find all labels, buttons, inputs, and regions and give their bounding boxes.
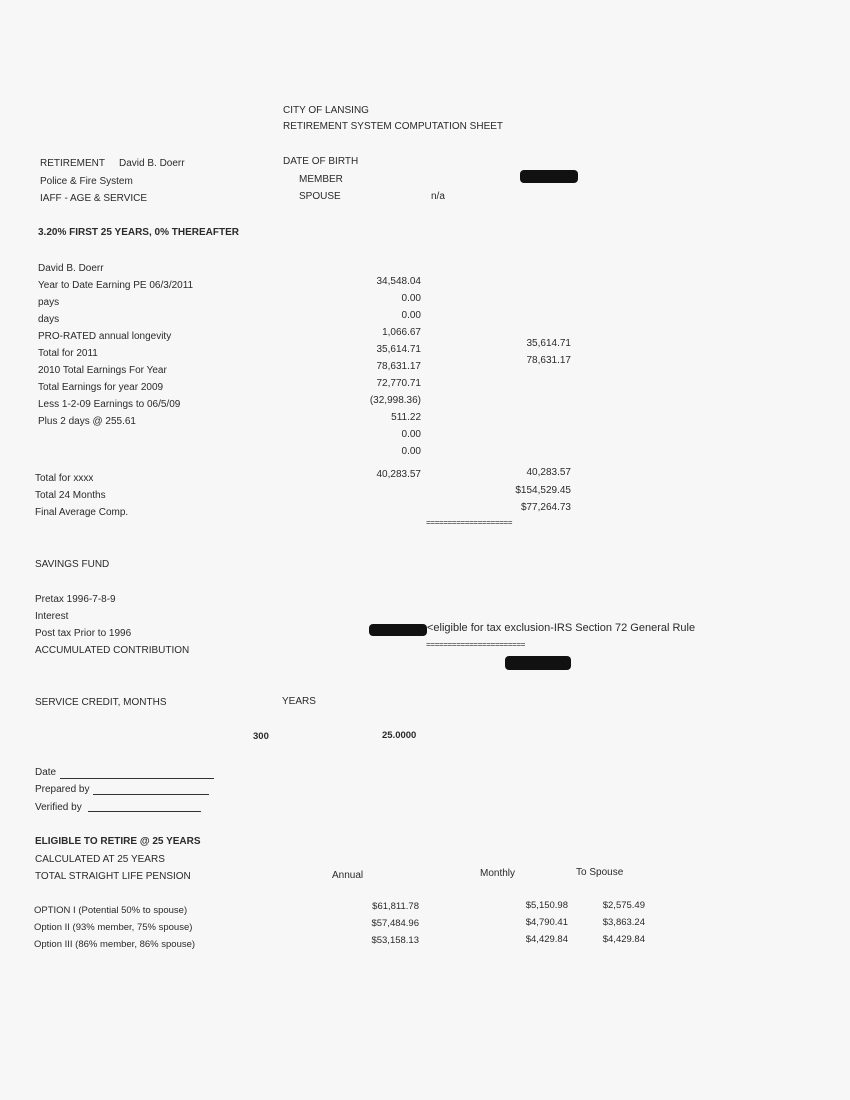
earnings-row-total: 35,614.71: [526, 338, 571, 349]
col-monthly-header: Monthly: [480, 868, 516, 879]
earnings-row-value: 72,770.71: [376, 378, 421, 389]
eligible-heading: ELIGIBLE TO RETIRE @ 25 YEARS: [35, 836, 201, 847]
option-spouse: $2,575.49: [602, 900, 645, 911]
prepared-signature-line: [93, 794, 209, 795]
total-xxxx-total: 40,283.57: [526, 467, 571, 478]
earnings-row-value: 0.00: [401, 429, 421, 440]
straight-life-label: TOTAL STRAIGHT LIFE PENSION: [35, 871, 191, 882]
option-spouse: $3,863.24: [602, 917, 645, 928]
retiree-name: David B. Doerr: [119, 158, 185, 169]
option-monthly: $5,150.98: [525, 900, 568, 911]
earnings-row-value: 0.00: [401, 310, 421, 321]
sheet-title: RETIREMENT SYSTEM COMPUTATION SHEET: [283, 121, 504, 132]
col-annual-header: Annual: [332, 870, 364, 881]
verified-by-label: Verified by: [35, 802, 82, 813]
earnings-row-label: PRO-RATED annual longevity: [38, 331, 172, 342]
earnings-row-value: 511.22: [391, 412, 421, 423]
verified-signature-line: [88, 811, 201, 812]
option-label: OPTION I (Potential 50% to spouse): [34, 905, 188, 916]
fac-double-rule: ====================: [426, 519, 513, 528]
earnings-row-label: Plus 2 days @ 255.61: [38, 416, 136, 427]
date-signature-line: [60, 778, 214, 779]
earnings-row-label: pays: [38, 297, 60, 308]
earnings-row-label: days: [38, 314, 60, 325]
interest-label: Interest: [35, 611, 69, 622]
fac-label: Final Average Comp.: [35, 507, 129, 518]
earnings-row-value: (32,998.36): [369, 395, 421, 406]
plan-name: IAFF - AGE & SERVICE: [40, 193, 148, 204]
pretax-label: Pretax 1996-7-8-9: [35, 594, 116, 605]
redaction-mark: [520, 170, 578, 183]
col-spouse-header: To Spouse: [576, 867, 624, 878]
option-annual: $57,484.96: [371, 918, 419, 929]
savings-double-rule: =======================: [426, 641, 525, 650]
total-xxxx-value: 40,283.57: [376, 469, 421, 480]
benefit-formula: 3.20% FIRST 25 YEARS, 0% THEREAFTER: [38, 227, 239, 238]
earnings-row-total: 78,631.17: [526, 355, 571, 366]
earnings-name: David B. Doerr: [38, 263, 104, 274]
option-monthly: $4,790.41: [525, 917, 568, 928]
earnings-row-label: Total for 2011: [38, 348, 98, 359]
option-label: Option II (93% member, 75% spouse): [34, 922, 193, 933]
savings-heading: SAVINGS FUND: [35, 559, 110, 570]
service-credit-label: SERVICE CREDIT, MONTHS: [35, 697, 167, 708]
redaction-mark: [369, 624, 427, 636]
earnings-row-label: Year to Date Earning PE 06/3/2011: [38, 280, 194, 291]
service-years-value: 25.0000: [382, 730, 417, 741]
total-24-value: $154,529.45: [515, 485, 571, 496]
spouse-label: SPOUSE: [299, 191, 341, 202]
accum-label: ACCUMULATED CONTRIBUTION: [35, 645, 190, 656]
org-name: CITY OF LANSING: [283, 105, 369, 116]
spouse-dob-value: n/a: [431, 191, 445, 202]
earnings-row-value: 0.00: [401, 446, 421, 457]
option-monthly: $4,429.84: [525, 934, 568, 945]
retirement-label: RETIREMENT: [40, 158, 105, 169]
earnings-row-value: 1,066.67: [382, 327, 421, 338]
dob-label: DATE OF BIRTH: [283, 156, 359, 167]
earnings-row-label: 2010 Total Earnings For Year: [38, 365, 167, 376]
date-label: Date: [35, 767, 57, 778]
option-spouse: $4,429.84: [602, 934, 645, 945]
fac-value: $77,264.73: [520, 502, 571, 513]
total-24-label: Total 24 Months: [35, 490, 106, 501]
earnings-row-value: 78,631.17: [376, 361, 421, 372]
posttax-label: Post tax Prior to 1996: [35, 628, 132, 639]
redaction-mark: [505, 656, 571, 670]
earnings-row-label: Less 1-2-09 Earnings to 06/5/09: [38, 399, 181, 410]
system-name: Police & Fire System: [40, 176, 133, 187]
calculated-label: CALCULATED AT 25 YEARS: [35, 854, 165, 865]
earnings-row-value: 34,548.04: [376, 276, 421, 287]
total-xxxx-label: Total for xxxx: [35, 473, 94, 484]
option-annual: $61,811.78: [372, 901, 419, 912]
earnings-row-value: 0.00: [401, 293, 421, 304]
option-label: Option III (86% member, 86% spouse): [34, 939, 196, 950]
prepared-by-label: Prepared by: [35, 784, 90, 795]
member-label: MEMBER: [299, 174, 343, 185]
years-label: YEARS: [282, 696, 316, 707]
service-months-value: 300: [253, 731, 269, 742]
earnings-row-label: Total Earnings for year 2009: [38, 382, 164, 393]
option-annual: $53,158.13: [371, 935, 419, 946]
earnings-row-value: 35,614.71: [376, 344, 421, 355]
tax-exclusion-note: <eligible for tax exclusion-IRS Section 72 General Rule: [427, 622, 696, 634]
